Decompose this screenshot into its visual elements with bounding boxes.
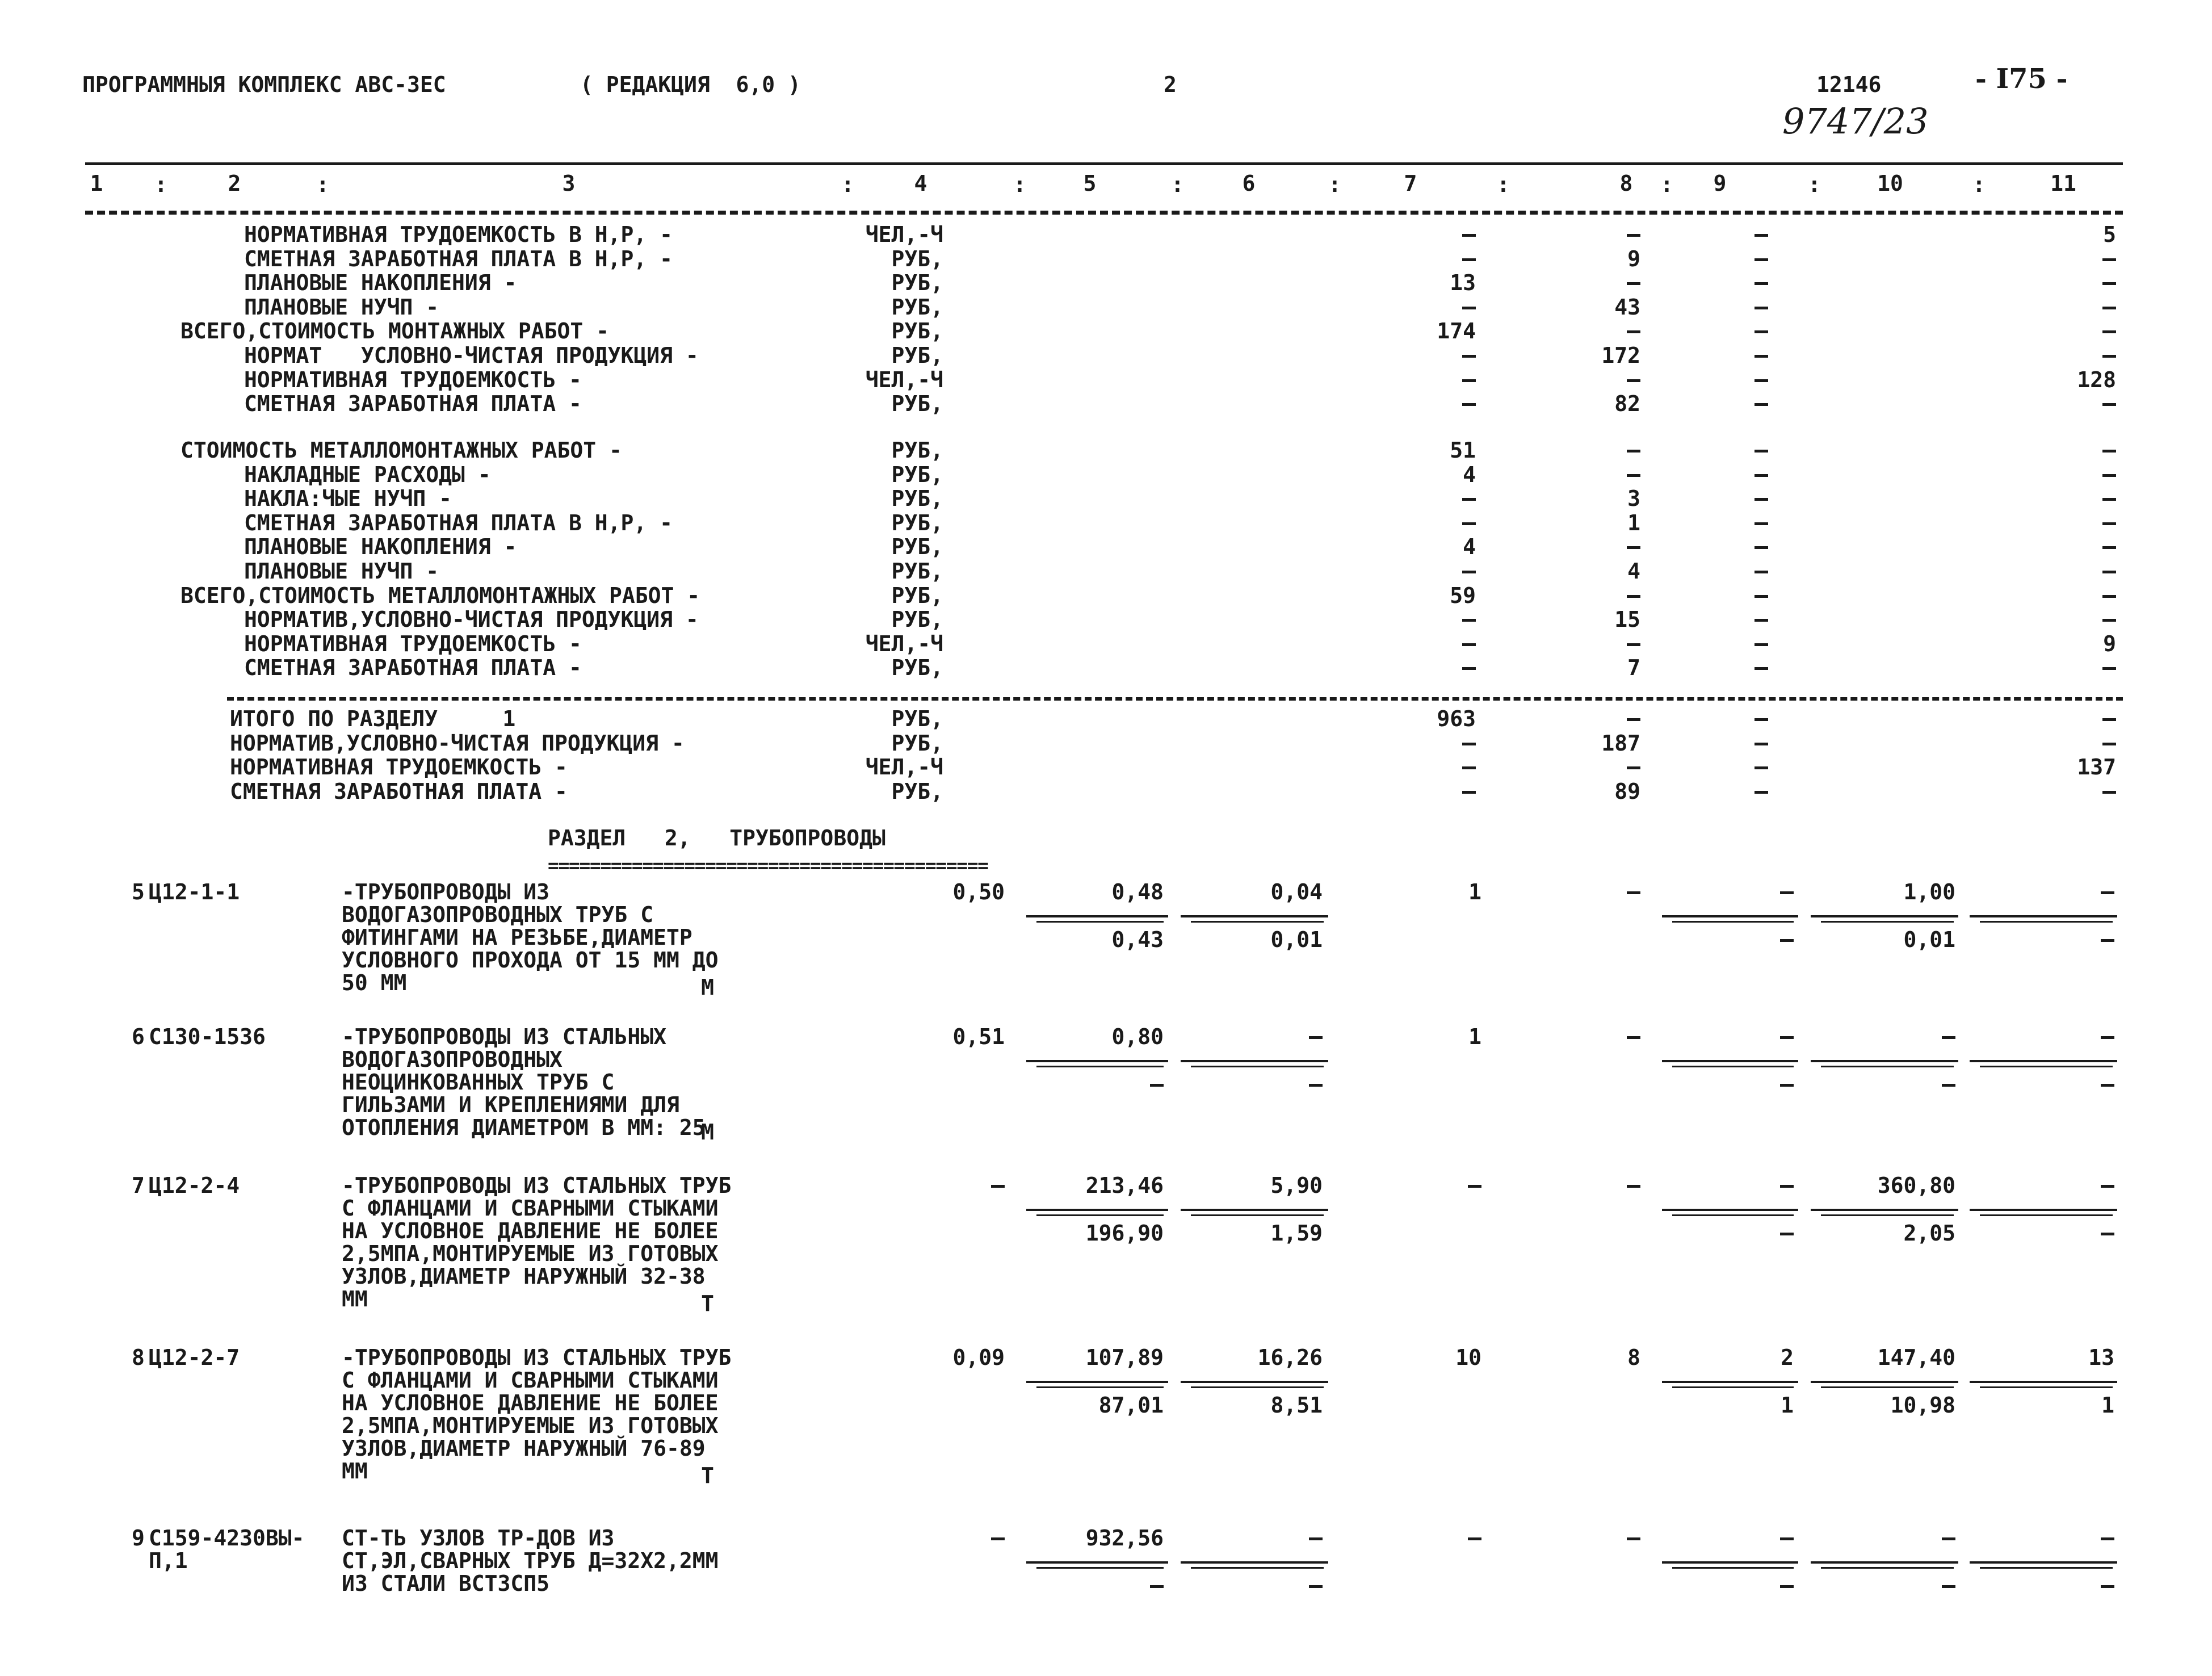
col10-value: 1,00 — [1903, 879, 1955, 904]
fraction-rule — [1181, 1209, 1328, 1211]
col7-value — [1462, 498, 1476, 501]
row-label: ВСЕГО,СТОИМОСТЬ МОНТАЖНЫХ РАБОТ - — [181, 319, 609, 343]
col9-value — [1780, 891, 1794, 894]
fraction-rule — [1811, 1561, 1958, 1564]
col11-value: 5 — [2103, 222, 2116, 247]
row-label: СМЕТНАЯ ЗАРАБОТНАЯ ПЛАТА В Н,Р, - — [244, 510, 673, 535]
col8-value: 1 — [1627, 510, 1640, 535]
column-header-5: 5 — [1083, 171, 1097, 196]
col11-bottom-value — [2101, 1233, 2114, 1235]
col11-bottom-value — [2101, 939, 2114, 942]
col9-value — [1780, 1036, 1794, 1039]
row-label: НОРМАТИВ,УСЛОВНО-ЧИСТАЯ ПРОДУКЦИЯ - — [230, 731, 685, 756]
column-separator: : — [1013, 172, 1026, 197]
item-description-line: НА УСЛОВНОЕ ДАВЛЕНИЕ НЕ БОЛЕЕ — [342, 1390, 719, 1415]
item-unit: Т — [701, 1291, 714, 1316]
item-description-line: ВОДОГАЗОПРОВОДНЫХ ТРУБ С — [342, 902, 654, 927]
row-label: НОРМАТ УСЛОВНО-ЧИСТАЯ ПРОДУКЦИЯ - — [244, 343, 699, 368]
unit-label: РУБ, — [891, 607, 943, 632]
col10-value — [1942, 1537, 1955, 1540]
col9-value — [1755, 379, 1768, 382]
row-label: ПЛАНОВЫЕ НАКОПЛЕНИЯ - — [244, 534, 517, 559]
col9-value — [1780, 1185, 1794, 1188]
fraction-rule — [1811, 915, 1958, 917]
col9-bottom-value — [1780, 1084, 1794, 1087]
col11-value — [2102, 571, 2116, 573]
col5-bottom-value: 87,01 — [1098, 1393, 1164, 1418]
col7-value — [1462, 643, 1476, 646]
col8-value — [1627, 330, 1640, 333]
col11-value — [2102, 667, 2116, 670]
col7-value: 10 — [1455, 1345, 1481, 1370]
item-description-line: -ТРУБОПРОВОДЫ ИЗ СТАЛЬНЫХ ТРУБ — [342, 1173, 732, 1198]
row-label: НОРМАТИВНАЯ ТРУДОЕМКОСТЬ - — [230, 755, 568, 780]
unit-label: РУБ, — [891, 391, 943, 416]
fraction-rule — [1026, 1209, 1168, 1211]
col11-value: 128 — [2077, 367, 2116, 392]
unit-label: РУБ, — [891, 779, 943, 804]
row-label: ПЛАНОВЫЕ НАКОПЛЕНИЯ - — [244, 270, 517, 295]
col11-value — [2101, 1185, 2114, 1188]
fraction-rule — [1662, 1381, 1798, 1383]
item-number: 9 — [132, 1526, 145, 1551]
column-separator: : — [1972, 172, 1986, 197]
col8-value — [1627, 379, 1640, 382]
col7-value — [1462, 403, 1476, 406]
col6-bottom-value — [1309, 1084, 1323, 1087]
col11-value — [2102, 330, 2116, 333]
item-description-line: -ТРУБОПРОВОДЫ ИЗ СТАЛЬНЫХ ТРУБ — [342, 1345, 732, 1370]
item-unit: Т — [701, 1463, 714, 1488]
item-description-line: ВОДОГАЗОПРОВОДНЫХ — [342, 1047, 563, 1072]
item-description-line: -ТРУБОПРОВОДЫ ИЗ — [342, 879, 550, 904]
col9-value — [1755, 330, 1768, 333]
col9-value — [1755, 718, 1768, 721]
col7-value: 13 — [1450, 270, 1476, 295]
col8-value: 9 — [1627, 246, 1640, 271]
unit-label: РУБ, — [891, 510, 943, 535]
fraction-rule — [1970, 1209, 2117, 1211]
item-description-line: ММ — [342, 1287, 368, 1312]
fraction-rule — [1811, 1209, 1958, 1211]
col9-value — [1755, 667, 1768, 670]
col9-value — [1755, 234, 1768, 237]
col7-value: 4 — [1463, 534, 1476, 559]
col7-value: 59 — [1450, 583, 1476, 608]
row-label: СМЕТНАЯ ЗАРАБОТНАЯ ПЛАТА - — [244, 655, 582, 680]
col10-bottom-value: 0,01 — [1903, 927, 1955, 952]
unit-label: РУБ, — [891, 731, 943, 756]
col11-value — [2102, 791, 2116, 794]
col8-value: 187 — [1601, 731, 1640, 756]
col9-value — [1755, 258, 1768, 261]
col11-value: 137 — [2077, 755, 2116, 780]
col9-value — [1755, 474, 1768, 477]
col9-value — [1755, 282, 1768, 285]
col7-value — [1462, 522, 1476, 525]
col9-value — [1755, 595, 1768, 598]
item-description-line: 50 ММ — [342, 970, 407, 995]
col11-value: 9 — [2103, 631, 2116, 656]
col6-value — [1309, 1036, 1323, 1039]
column-separator: : — [154, 172, 167, 197]
edition-label: ( РЕДАКЦИЯ 6,0 ) — [580, 72, 801, 97]
unit-label: РУБ, — [891, 462, 943, 487]
item-description-line: НА УСЛОВНОЕ ДАВЛЕНИЕ НЕ БОЛЕЕ — [342, 1218, 719, 1243]
row-label: НОРМАТИВНАЯ ТРУДОЕМКОСТЬ В Н,Р, - — [244, 222, 673, 247]
unit-label: РУБ, — [891, 438, 943, 463]
col11-value — [2102, 619, 2116, 622]
column-separator: : — [1497, 172, 1510, 197]
col9-value — [1755, 498, 1768, 501]
col9-bottom-value — [1780, 939, 1794, 942]
sheet-number: 2 — [1164, 72, 1177, 97]
col5-value: 213,46 — [1085, 1173, 1164, 1198]
col7-value — [1462, 619, 1476, 622]
col8-value — [1627, 474, 1640, 477]
item-description-line: СТ,ЭЛ,СВАРНЫХ ТРУБ Д=32Х2,2ММ — [342, 1548, 719, 1573]
fraction-rule — [1970, 915, 2117, 917]
col11-value — [2101, 891, 2114, 894]
item-description-line: С ФЛАНЦАМИ И СВАРНЫМИ СТЫКАМИ — [342, 1368, 719, 1393]
fraction-rule — [1662, 1209, 1798, 1211]
col8-value — [1627, 450, 1640, 452]
col7-value — [1462, 355, 1476, 358]
item-code-line2: П,1 — [149, 1548, 188, 1573]
unit-label: РУБ, — [891, 246, 943, 271]
fraction-rule — [1811, 1060, 1958, 1062]
col8-value — [1627, 1185, 1640, 1188]
col7-value — [1462, 571, 1476, 573]
col4-value: 0,50 — [952, 879, 1005, 904]
col7-value: 174 — [1437, 319, 1476, 343]
col11-value — [2102, 743, 2116, 745]
item-unit: М — [701, 1120, 714, 1145]
unit-label: РУБ, — [891, 319, 943, 343]
item-code: С159-4230ВЫ- — [149, 1526, 305, 1551]
col11-value — [2101, 1537, 2114, 1540]
item-description-line: ОТОПЛЕНИЯ ДИАМЕТРОМ В ММ: 25 — [342, 1115, 706, 1140]
unit-label: РУБ, — [891, 486, 943, 511]
item-number: 7 — [132, 1173, 145, 1198]
header-bottom-rule — [85, 211, 2123, 215]
col7-value — [1462, 258, 1476, 261]
col9-value — [1755, 522, 1768, 525]
row-label: СМЕТНАЯ ЗАРАБОТНАЯ ПЛАТА - — [230, 779, 568, 804]
unit-label: ЧЕЛ,-Ч — [865, 755, 943, 780]
col7-value — [1462, 667, 1476, 670]
col9-value — [1755, 355, 1768, 358]
header-top-rule — [85, 162, 2123, 165]
col6-bottom-value: 1,59 — [1270, 1221, 1323, 1246]
col9-value — [1755, 766, 1768, 769]
item-code: Ц12-2-4 — [149, 1173, 240, 1198]
col7-value — [1462, 766, 1476, 769]
fraction-rule — [1662, 1060, 1798, 1062]
unit-label: ЧЕЛ,-Ч — [865, 222, 943, 247]
item-code: Ц12-2-7 — [149, 1345, 240, 1370]
column-header-7: 7 — [1404, 171, 1417, 196]
col7-value — [1462, 379, 1476, 382]
fraction-rule — [1181, 1561, 1328, 1564]
unit-label: РУБ, — [891, 270, 943, 295]
col11-value — [2102, 355, 2116, 358]
section-underline: ========================================== — [548, 854, 988, 877]
col8-value — [1627, 234, 1640, 237]
item-description-line: 2,5МПА,МОНТИРУЕМЫЕ ИЗ ГОТОВЫХ — [342, 1413, 719, 1438]
col7-value — [1462, 791, 1476, 794]
col9-value — [1755, 743, 1768, 745]
col5-value: 0,80 — [1111, 1024, 1164, 1049]
item-description-line: ММ — [342, 1459, 368, 1484]
column-header-3: 3 — [562, 171, 576, 196]
col7-value — [1468, 1185, 1481, 1188]
unit-label: ЧЕЛ,-Ч — [865, 631, 943, 656]
col9-value — [1755, 619, 1768, 622]
item-description-line: ГИЛЬЗАМИ И КРЕПЛЕНИЯМИ ДЛЯ — [342, 1092, 679, 1117]
col9-bottom-value — [1780, 1585, 1794, 1588]
fraction-rule — [1662, 1561, 1798, 1564]
row-label: НОРМАТИВНАЯ ТРУДОЕМКОСТЬ - — [244, 631, 582, 656]
col11-value — [2102, 595, 2116, 598]
document-code: 12146 — [1816, 72, 1882, 97]
col4-value — [991, 1185, 1005, 1188]
unit-label: РУБ, — [891, 655, 943, 680]
item-description-line: СТ-ТЬ УЗЛОВ ТР-ДОВ ИЗ — [342, 1526, 615, 1551]
fraction-rule — [1026, 1561, 1168, 1564]
section-title: РАЗДЕЛ 2, ТРУБОПРОВОДЫ — [548, 826, 885, 850]
col8-value — [1627, 891, 1640, 894]
col11-value — [2102, 258, 2116, 261]
col8-value: 43 — [1614, 295, 1640, 320]
col7-value: 1 — [1468, 1024, 1481, 1049]
item-number: 6 — [132, 1024, 145, 1049]
fraction-rule — [1026, 1060, 1168, 1062]
col8-value — [1627, 595, 1640, 598]
col9-bottom-value: 1 — [1781, 1393, 1794, 1418]
col7-value — [1468, 1537, 1481, 1540]
unit-label: ЧЕЛ,-Ч — [865, 367, 943, 392]
column-separator: : — [1171, 172, 1184, 197]
item-number: 8 — [132, 1345, 145, 1370]
item-code: С130-1536 — [149, 1024, 266, 1049]
unit-label: РУБ, — [891, 343, 943, 368]
col6-value: 16,26 — [1257, 1345, 1323, 1370]
col8-value: 89 — [1614, 779, 1640, 804]
col6-bottom-value — [1309, 1585, 1323, 1588]
col5-value: 0,48 — [1111, 879, 1164, 904]
col6-value — [1309, 1537, 1323, 1540]
fraction-rule — [1181, 915, 1328, 917]
col8-value: 8 — [1627, 1345, 1640, 1370]
col7-value — [1462, 743, 1476, 745]
fraction-rule — [1026, 915, 1168, 917]
column-header-2: 2 — [228, 171, 241, 196]
col11-bottom-value — [2101, 1585, 2114, 1588]
row-label: НОРМАТИВНАЯ ТРУДОЕМКОСТЬ - — [244, 367, 582, 392]
col8-value — [1627, 1036, 1640, 1039]
col11-bottom-value: 1 — [2101, 1393, 2114, 1418]
col5-bottom-value — [1150, 1084, 1164, 1087]
fraction-rule — [1970, 1381, 2117, 1383]
col8-value: 3 — [1627, 486, 1640, 511]
column-header-9: 9 — [1713, 171, 1727, 196]
item-unit: М — [701, 975, 714, 1000]
handwritten-note: 9747/23 — [1782, 100, 1929, 142]
column-separator: : — [316, 172, 329, 197]
col8-value — [1627, 718, 1640, 721]
item-code: Ц12-1-1 — [149, 879, 240, 904]
column-header-11: 11 — [2050, 171, 2076, 196]
program-title: ПРОГРАММНЫЯ КОМПЛЕКС АВС-3ЕС — [82, 72, 446, 97]
col7-value: 963 — [1437, 706, 1476, 731]
col8-value: 15 — [1614, 607, 1640, 632]
col9-value — [1755, 403, 1768, 406]
col11-value — [2101, 1036, 2114, 1039]
column-header-1: 1 — [90, 171, 103, 196]
unit-label: РУБ, — [891, 706, 943, 731]
row-label: ИТОГО ПО РАЗДЕЛУ 1 — [230, 706, 516, 731]
col4-value — [991, 1537, 1005, 1540]
col11-value — [2102, 546, 2116, 549]
row-label: НАКЛА:ЧЫЕ НУЧП - — [244, 486, 452, 511]
fraction-rule — [1970, 1060, 2117, 1062]
item-description-line: -ТРУБОПРОВОДЫ ИЗ СТАЛЬНЫХ — [342, 1024, 666, 1049]
col11-value — [2102, 307, 2116, 309]
col8-value: 82 — [1614, 391, 1640, 416]
col11-bottom-value — [2101, 1084, 2114, 1087]
item-description-line: УЗЛОВ,ДИАМЕТР НАРУЖНЫЙ 32-38 — [342, 1264, 706, 1289]
col6-value: 0,04 — [1270, 879, 1323, 904]
row-label: СМЕТНАЯ ЗАРАБОТНАЯ ПЛАТА - — [244, 391, 582, 416]
col10-bottom-value: 2,05 — [1903, 1221, 1955, 1246]
row-label: СТОИМОСТЬ МЕТАЛЛОМОНТАЖНЫХ РАБОТ - — [181, 438, 622, 463]
item-description-line: ФИТИНГАМИ НА РЕЗЬБЕ,ДИАМЕТР — [342, 925, 692, 950]
col9-value: 2 — [1781, 1345, 1794, 1370]
col6-bottom-value: 0,01 — [1270, 927, 1323, 952]
unit-label: РУБ, — [891, 583, 943, 608]
fraction-rule — [1026, 1381, 1168, 1383]
col5-value: 932,56 — [1085, 1526, 1164, 1551]
col8-value — [1627, 766, 1640, 769]
col11-value — [2102, 474, 2116, 477]
column-separator: : — [1328, 172, 1341, 197]
item-number: 5 — [132, 879, 145, 904]
row-label: ВСЕГО,СТОИМОСТЬ МЕТАЛЛОМОНТАЖНЫХ РАБОТ - — [181, 583, 700, 608]
col9-value — [1755, 643, 1768, 646]
col11-value — [2102, 403, 2116, 406]
column-header-10: 10 — [1877, 171, 1903, 196]
row-label: ПЛАНОВЫЕ НУЧП - — [244, 559, 439, 584]
col11-value — [2102, 718, 2116, 721]
col9-value — [1755, 546, 1768, 549]
col8-value — [1627, 643, 1640, 646]
column-separator: : — [1660, 172, 1673, 197]
col7-value: 1 — [1468, 879, 1481, 904]
row-label: НОРМАТИВ,УСЛОВНО-ЧИСТАЯ ПРОДУКЦИЯ - — [244, 607, 699, 632]
col5-bottom-value — [1150, 1585, 1164, 1588]
col8-value: 172 — [1601, 343, 1640, 368]
col8-value — [1627, 282, 1640, 285]
col9-value — [1755, 450, 1768, 452]
col10-value: 147,40 — [1877, 1345, 1955, 1370]
fraction-rule — [1662, 915, 1798, 917]
col10-bottom-value — [1942, 1585, 1955, 1588]
col5-bottom-value: 196,90 — [1085, 1221, 1164, 1246]
unit-label: РУБ, — [891, 559, 943, 584]
col9-value — [1755, 307, 1768, 309]
col4-value: 0,51 — [952, 1024, 1005, 1049]
col8-value: 7 — [1627, 655, 1640, 680]
col6-bottom-value: 8,51 — [1270, 1393, 1323, 1418]
col5-bottom-value: 0,43 — [1111, 927, 1164, 952]
item-description-line: 2,5МПА,МОНТИРУЕМЫЕ ИЗ ГОТОВЫХ — [342, 1241, 719, 1266]
col7-value — [1462, 234, 1476, 237]
col9-value — [1755, 791, 1768, 794]
fraction-rule — [1181, 1381, 1328, 1383]
col5-value: 107,89 — [1085, 1345, 1164, 1370]
col8-value — [1627, 1537, 1640, 1540]
col10-bottom-value: 10,98 — [1890, 1393, 1955, 1418]
col10-bottom-value — [1942, 1084, 1955, 1087]
item-description-line: С ФЛАНЦАМИ И СВАРНЫМИ СТЫКАМИ — [342, 1196, 719, 1221]
col7-value: 51 — [1450, 438, 1476, 463]
unit-label: РУБ, — [891, 295, 943, 320]
unit-label: РУБ, — [891, 534, 943, 559]
item-description-line: УЗЛОВ,ДИАМЕТР НАРУЖНЫЙ 76-89 — [342, 1436, 706, 1461]
fraction-rule — [1811, 1381, 1958, 1383]
item-description-line: УСЛОВНОГО ПРОХОДА ОТ 15 ММ ДО — [342, 948, 719, 973]
fraction-rule — [1970, 1561, 2117, 1564]
column-separator: : — [841, 172, 854, 197]
col11-value: 13 — [2088, 1345, 2114, 1370]
row-label: НАКЛАДНЫЕ РАСХОДЫ - — [244, 462, 491, 487]
col7-value: 4 — [1463, 462, 1476, 487]
column-header-4: 4 — [914, 171, 927, 196]
col4-value: 0,09 — [952, 1345, 1005, 1370]
item-description-line: ИЗ СТАЛИ ВСТ3СП5 — [342, 1571, 550, 1596]
fraction-rule — [1181, 1060, 1328, 1062]
column-header-6: 6 — [1242, 171, 1256, 196]
col9-bottom-value — [1780, 1233, 1794, 1235]
column-header-8: 8 — [1619, 171, 1633, 196]
col11-value — [2102, 522, 2116, 525]
item-description-line: НЕОЦИНКОВАННЫХ ТРУБ С — [342, 1070, 615, 1095]
col11-value — [2102, 282, 2116, 285]
col6-value: 5,90 — [1270, 1173, 1323, 1198]
col10-value: 360,80 — [1877, 1173, 1955, 1198]
row-label: СМЕТНАЯ ЗАРАБОТНАЯ ПЛАТА В Н,Р, - — [244, 246, 673, 271]
col7-value — [1462, 307, 1476, 309]
row-label: ПЛАНОВЫЕ НУЧП - — [244, 295, 439, 320]
col8-value: 4 — [1627, 559, 1640, 584]
page-number: - I75 - — [1975, 63, 2068, 95]
column-separator: : — [1808, 172, 1821, 197]
col9-value — [1780, 1537, 1794, 1540]
totals-rule — [227, 697, 2123, 701]
col11-value — [2102, 450, 2116, 452]
col11-value — [2102, 498, 2116, 501]
col8-value — [1627, 546, 1640, 549]
col10-value — [1942, 1036, 1955, 1039]
col9-value — [1755, 571, 1768, 573]
